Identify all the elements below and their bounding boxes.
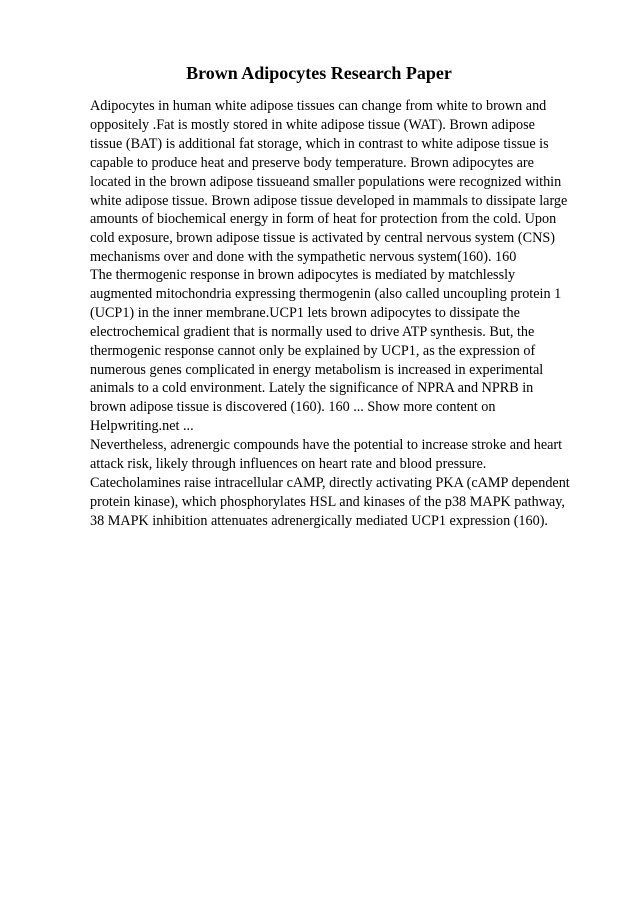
paragraph-1-line: cold exposure, brown adipose tissue is activated by central nervous system (CNS) xyxy=(90,230,555,247)
paragraph-2-line: The thermogenic response in brown adipocytes is mediated by matchlessly xyxy=(90,267,516,283)
paragraph-1-line: oppositely .Fat is mostly stored in white adipose tissue (WAT). Brown adipose xyxy=(90,116,535,133)
paragraph-2-line: (UCP1) in the inner membrane.UCP1 lets brown adipocytes to dissipate the xyxy=(90,304,520,321)
paragraph-1-line: located in the brown adipose tissueand smaller populations were recognized within xyxy=(90,173,562,190)
paragraph-1 xyxy=(90,97,590,267)
paragraph-1-line: capable to produce heat and preserve body temperature. Brown adipocytes are xyxy=(90,154,534,171)
paragraph-2-line: Helpwriting.net ... xyxy=(90,418,194,435)
paragraph-2-line: brown adipose tissue is discovered (160). 160 ... Show more content on xyxy=(90,399,496,416)
paragraph-1-line: Adipocytes in human white adipose tissues can change from white to brown and xyxy=(90,98,547,114)
paragraph-2-line: 38 MAPK inhibition attenuates adrenergically mediated UCP1 expression (160). xyxy=(90,512,548,529)
document-title: Brown Adipocytes Research Paper xyxy=(186,63,452,83)
paragraph-2-line: Catecholamines raise intracellular cAMP, directly activating PKA (cAMP dependent xyxy=(90,474,570,491)
paragraph-1-line: tissue (BAT) is additional fat storage, which in contrast to white adipose tissue is xyxy=(90,135,549,152)
paragraph-2-line: protein kinase), which phosphorylates HSL and kinases of the p38 MAPK pathway, xyxy=(90,493,565,510)
paragraph-2-line: Nevertheless, adrenergic compounds have the potential to increase stroke and heart xyxy=(90,437,563,454)
paragraph-2-line: attack risk, likely through influences on heart rate and blood pressure. xyxy=(90,456,487,473)
paragraph-2-line: electrochemical gradient that is normally used to drive ATP synthesis. But, the xyxy=(90,323,535,340)
paragraph-2-line: thermogenic response cannot only be explained by UCP1, as the expression of xyxy=(90,342,536,359)
paragraph-2-line: augmented mitochondria expressing thermogenin (also called uncoupling protein 1 xyxy=(90,285,562,302)
paragraph-1-line: mechanisms over and done with the sympathetic nervous system(160). 160 xyxy=(90,249,517,266)
paragraph-1-line: white adipose tissue. Brown adipose tissue developed in mammals to dissipate large xyxy=(90,192,568,209)
paragraph-2-line: numerous genes complicated in energy metabolism is increased in experimental xyxy=(90,361,544,378)
paragraph-2-line: animals to a cold environment. Lately the significance of NPRA and NPRB in xyxy=(90,380,534,397)
paragraph-2 xyxy=(90,266,590,531)
paragraph-1-line: amounts of biochemical energy in form of heat for protection from the cold. Upon xyxy=(90,211,557,228)
